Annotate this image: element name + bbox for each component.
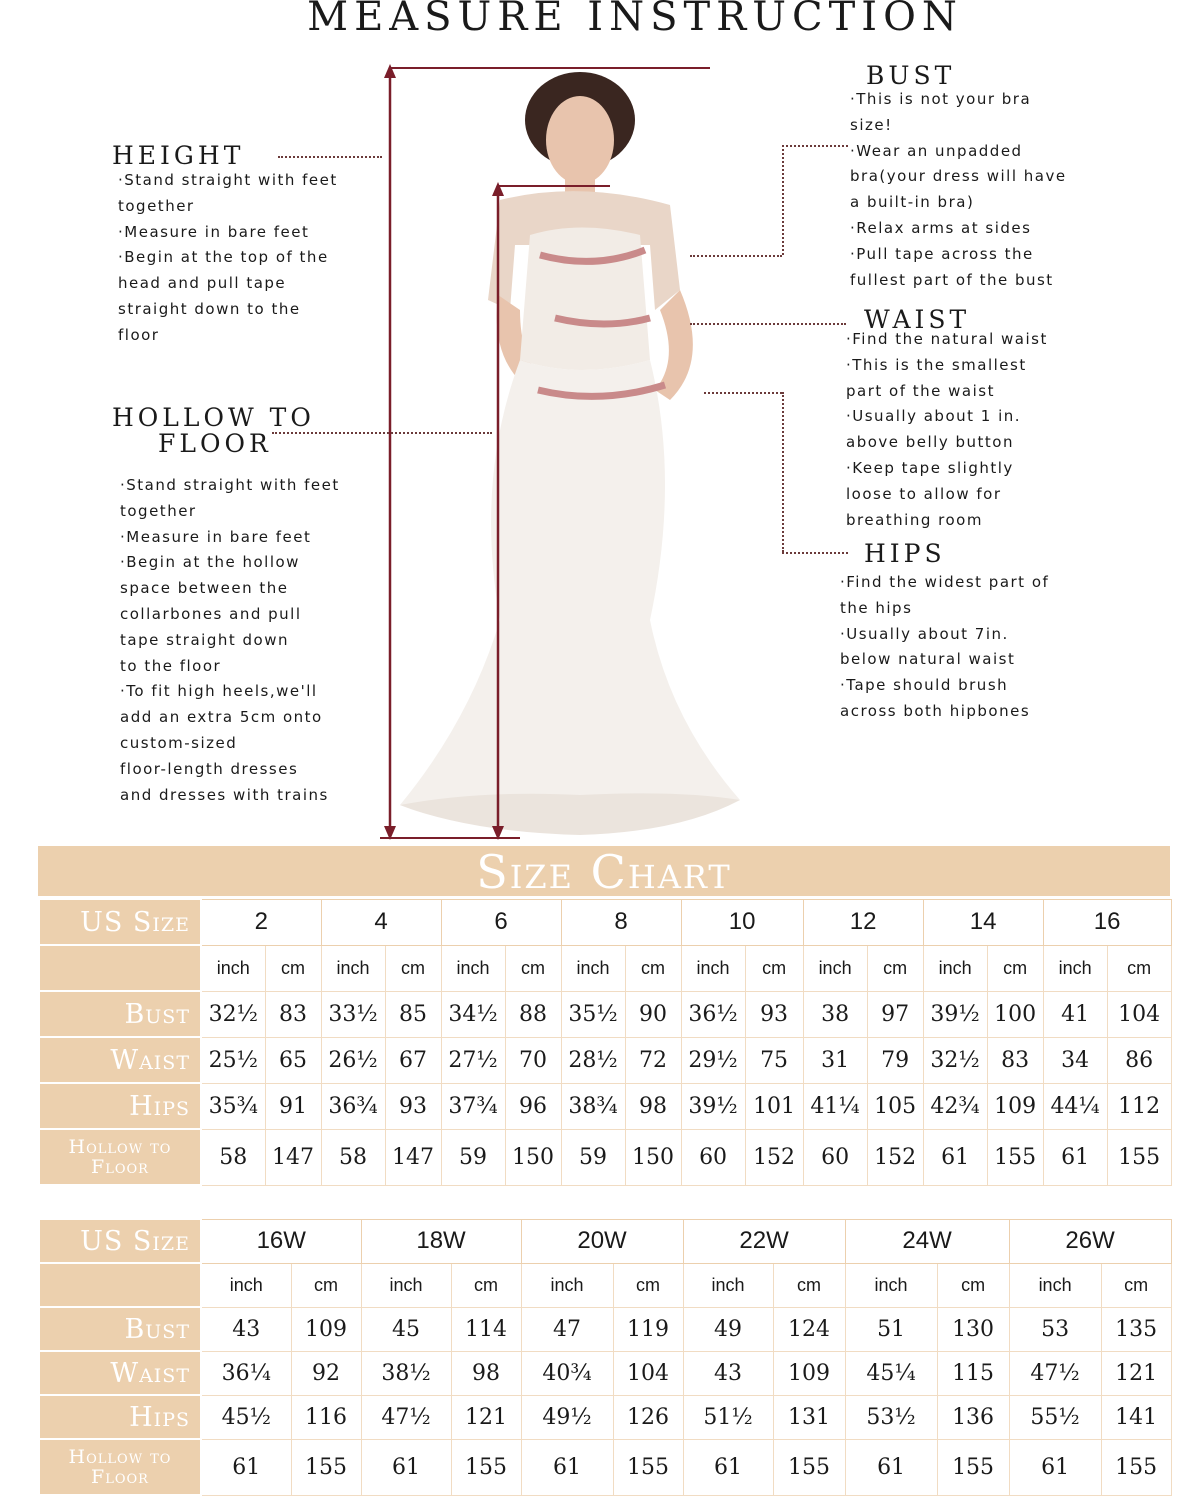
bust-line: fullest part of the bust xyxy=(850,270,1054,289)
value-cell: 26½ xyxy=(321,1037,385,1083)
value-cell: 83 xyxy=(265,991,321,1037)
value-cell: 155 xyxy=(773,1439,845,1495)
page-title: MEASURE INSTRUCTION xyxy=(307,0,963,40)
value-cell: 49 xyxy=(683,1307,773,1351)
height-line: together xyxy=(118,196,195,215)
hips-line: across both hipbones xyxy=(840,701,1031,720)
unit-inch: inch xyxy=(923,945,987,991)
unit-cm: cm xyxy=(625,945,681,991)
value-cell: 131 xyxy=(773,1395,845,1439)
value-cell: 42¾ xyxy=(923,1083,987,1129)
unit-inch: inch xyxy=(1043,945,1107,991)
value-cell: 135 xyxy=(1101,1307,1171,1351)
value-cell: 34 xyxy=(1043,1037,1107,1083)
hollow-line: tape straight down xyxy=(120,630,289,649)
value-cell: 34½ xyxy=(441,991,505,1037)
table-row xyxy=(39,1129,1171,1185)
table-row xyxy=(39,1351,1171,1395)
unit-inch: inch xyxy=(681,945,745,991)
value-cell: 51 xyxy=(845,1307,937,1351)
waist-leader xyxy=(690,323,846,325)
value-cell: 155 xyxy=(987,1129,1043,1185)
size-header: 6 xyxy=(441,899,561,945)
value-cell: 61 xyxy=(845,1439,937,1495)
table-row xyxy=(39,1083,1171,1129)
unit-cm: cm xyxy=(1101,1263,1171,1307)
unit-cm: cm xyxy=(613,1263,683,1307)
size-header: 4 xyxy=(321,899,441,945)
value-cell: 58 xyxy=(321,1129,385,1185)
value-cell: 35½ xyxy=(561,991,625,1037)
value-cell: 61 xyxy=(683,1439,773,1495)
value-cell: 86 xyxy=(1107,1037,1171,1083)
hollow-line: ·To fit high heels,we'll xyxy=(120,682,318,701)
bust-leader-in xyxy=(690,255,782,257)
value-cell: 60 xyxy=(681,1129,745,1185)
hollow-line: custom-sized xyxy=(120,733,238,752)
value-cell: 114 xyxy=(451,1307,521,1351)
value-cell: 121 xyxy=(451,1395,521,1439)
value-cell: 88 xyxy=(505,991,561,1037)
row-label-bust: Bust xyxy=(39,991,201,1037)
value-cell: 155 xyxy=(1101,1439,1171,1495)
height-line: floor xyxy=(118,325,160,344)
hollow-line: and dresses with trains xyxy=(120,785,329,804)
value-cell: 61 xyxy=(361,1439,451,1495)
value-cell: 104 xyxy=(1107,991,1171,1037)
value-cell: 126 xyxy=(613,1395,683,1439)
height-leader xyxy=(278,156,382,158)
table-row xyxy=(39,1307,1171,1351)
value-cell: 37¾ xyxy=(441,1083,505,1129)
unit-cm: cm xyxy=(773,1263,845,1307)
value-cell: 47½ xyxy=(1009,1351,1101,1395)
value-cell: 75 xyxy=(745,1037,803,1083)
hips-leader-in xyxy=(704,392,782,394)
waist-line: ·This is the smallest xyxy=(846,355,1027,374)
value-cell: 53½ xyxy=(845,1395,937,1439)
value-cell: 98 xyxy=(451,1351,521,1395)
size-table-plus xyxy=(38,1218,1172,1496)
value-cell: 45½ xyxy=(201,1395,291,1439)
value-cell: 136 xyxy=(937,1395,1009,1439)
size-header: 16 xyxy=(1043,899,1171,945)
value-cell: 27½ xyxy=(441,1037,505,1083)
size-header: 22W xyxy=(683,1219,845,1263)
value-cell: 104 xyxy=(613,1351,683,1395)
value-cell: 91 xyxy=(265,1083,321,1129)
unit-cm: cm xyxy=(937,1263,1009,1307)
model-figure xyxy=(380,60,740,850)
hips-line: below natural waist xyxy=(840,650,1016,669)
unit-cm: cm xyxy=(1107,945,1171,991)
hollow-line: ·Stand straight with feet xyxy=(120,476,340,494)
value-cell: 93 xyxy=(745,991,803,1037)
hollow-line: floor-length dresses xyxy=(120,759,299,778)
model-face xyxy=(546,96,614,184)
value-cell: 121 xyxy=(1101,1351,1171,1395)
value-cell: 38½ xyxy=(361,1351,451,1395)
value-cell: 43 xyxy=(201,1307,291,1351)
value-cell: 59 xyxy=(441,1129,505,1185)
row-label-bust: Bust xyxy=(39,1307,201,1351)
unit-inch: inch xyxy=(683,1263,773,1307)
waist-line: loose to allow for xyxy=(846,484,1002,503)
hollow-leader xyxy=(272,432,492,434)
value-cell: 59 xyxy=(561,1129,625,1185)
value-cell: 45 xyxy=(361,1307,451,1351)
row-label-hollow-1: Hollow to xyxy=(68,1136,172,1158)
value-cell: 29½ xyxy=(681,1037,745,1083)
value-cell: 109 xyxy=(987,1083,1043,1129)
unit-row-label xyxy=(39,945,201,991)
value-cell: 41 xyxy=(1043,991,1107,1037)
bust-leader-h xyxy=(782,145,848,147)
value-cell: 92 xyxy=(291,1351,361,1395)
hips-leader-h xyxy=(782,552,848,554)
height-text xyxy=(118,168,338,349)
value-cell: 53 xyxy=(1009,1307,1101,1351)
unit-inch: inch xyxy=(441,945,505,991)
hips-heading: HIPS xyxy=(864,539,946,568)
hollow-line: ·Measure in bare feet xyxy=(120,527,312,546)
unit-inch: inch xyxy=(321,945,385,991)
unit-inch: inch xyxy=(521,1263,613,1307)
value-cell: 155 xyxy=(937,1439,1009,1495)
bust-line: ·Wear an unpadded xyxy=(850,141,1023,160)
table-row xyxy=(39,1395,1171,1439)
value-cell: 124 xyxy=(773,1307,845,1351)
value-cell: 51½ xyxy=(683,1395,773,1439)
waist-line: ·Keep tape slightly xyxy=(846,458,1014,477)
value-cell: 31 xyxy=(803,1037,867,1083)
height-line: straight down to the xyxy=(118,299,301,318)
height-line: ·Stand straight with feet xyxy=(118,171,338,189)
unit-cm: cm xyxy=(451,1263,521,1307)
value-cell: 150 xyxy=(505,1129,561,1185)
value-cell: 43 xyxy=(683,1351,773,1395)
waist-line: ·Find the natural waist xyxy=(846,330,1048,348)
value-cell: 98 xyxy=(625,1083,681,1129)
size-chart-title: Size Chart xyxy=(38,846,1170,896)
value-cell: 45¼ xyxy=(845,1351,937,1395)
unit-inch: inch xyxy=(845,1263,937,1307)
hips-line: ·Tape should brush xyxy=(840,676,1009,695)
value-cell: 61 xyxy=(201,1439,291,1495)
value-cell: 39½ xyxy=(923,991,987,1037)
value-cell: 83 xyxy=(987,1037,1043,1083)
value-cell: 150 xyxy=(625,1129,681,1185)
row-label-hollow-2: Floor xyxy=(91,1156,149,1178)
value-cell: 105 xyxy=(867,1083,923,1129)
value-cell: 93 xyxy=(385,1083,441,1129)
bust-line: size! xyxy=(850,115,893,134)
value-cell: 116 xyxy=(291,1395,361,1439)
value-cell: 38¾ xyxy=(561,1083,625,1129)
value-cell: 60 xyxy=(803,1129,867,1185)
bust-line: ·This is not your bra xyxy=(850,90,1032,108)
height-line: ·Measure in bare feet xyxy=(118,222,310,241)
unit-row-label xyxy=(39,1263,201,1307)
hips-leader-v xyxy=(782,392,784,552)
hollow-text xyxy=(120,473,340,808)
value-cell: 65 xyxy=(265,1037,321,1083)
value-cell: 61 xyxy=(521,1439,613,1495)
value-cell: 32½ xyxy=(201,991,265,1037)
unit-cm: cm xyxy=(987,945,1043,991)
hollow-line: collarbones and pull xyxy=(120,604,302,623)
value-cell: 61 xyxy=(1009,1439,1101,1495)
bust-text xyxy=(850,87,1067,293)
bust-line: ·Relax arms at sides xyxy=(850,218,1032,237)
value-cell: 61 xyxy=(923,1129,987,1185)
unit-inch: inch xyxy=(201,1263,291,1307)
unit-cm: cm xyxy=(505,945,561,991)
row-label-hollow-1: Hollow to xyxy=(68,1446,172,1468)
value-cell: 44¼ xyxy=(1043,1083,1107,1129)
size-header: 26W xyxy=(1009,1219,1171,1263)
value-cell: 61 xyxy=(1043,1129,1107,1185)
bust-line: a built-in bra) xyxy=(850,193,975,212)
waist-line: part of the waist xyxy=(846,381,995,400)
table-row xyxy=(39,991,1171,1037)
value-cell: 28½ xyxy=(561,1037,625,1083)
hips-line: ·Usually about 7in. xyxy=(840,624,1009,643)
value-cell: 35¾ xyxy=(201,1083,265,1129)
row-label-hollow xyxy=(39,1129,201,1185)
value-cell: 36½ xyxy=(681,991,745,1037)
value-cell: 47½ xyxy=(361,1395,451,1439)
value-cell: 97 xyxy=(867,991,923,1037)
unit-inch: inch xyxy=(361,1263,451,1307)
value-cell: 115 xyxy=(937,1351,1009,1395)
value-cell: 101 xyxy=(745,1083,803,1129)
size-header: 20W xyxy=(521,1219,683,1263)
size-header: 10 xyxy=(681,899,803,945)
row-label-hips: Hips xyxy=(39,1395,201,1439)
value-cell: 119 xyxy=(613,1307,683,1351)
height-line: head and pull tape xyxy=(118,274,287,293)
value-cell: 109 xyxy=(773,1351,845,1395)
value-cell: 49½ xyxy=(521,1395,613,1439)
unit-cm: cm xyxy=(385,945,441,991)
bust-line: bra(your dress will have xyxy=(850,167,1067,186)
value-cell: 109 xyxy=(291,1307,361,1351)
size-header: 18W xyxy=(361,1219,521,1263)
hollow-line: space between the xyxy=(120,579,289,598)
value-cell: 90 xyxy=(625,991,681,1037)
size-header: 2 xyxy=(201,899,321,945)
waist-line: breathing room xyxy=(846,510,983,529)
value-cell: 85 xyxy=(385,991,441,1037)
size-header: 12 xyxy=(803,899,923,945)
value-cell: 96 xyxy=(505,1083,561,1129)
value-cell: 39½ xyxy=(681,1083,745,1129)
unit-inch: inch xyxy=(201,945,265,991)
row-label-hollow xyxy=(39,1439,201,1495)
hips-line: ·Find the widest part of xyxy=(840,573,1050,591)
hips-line: the hips xyxy=(840,598,913,617)
unit-cm: cm xyxy=(867,945,923,991)
waist-heading: WAIST xyxy=(864,305,971,334)
value-cell: 155 xyxy=(291,1439,361,1495)
unit-inch: inch xyxy=(1009,1263,1101,1307)
value-cell: 79 xyxy=(867,1037,923,1083)
size-header: 24W xyxy=(845,1219,1009,1263)
us-size-label: US Size xyxy=(39,1219,201,1263)
value-cell: 155 xyxy=(451,1439,521,1495)
value-cell: 38 xyxy=(803,991,867,1037)
height-heading: HEIGHT xyxy=(112,141,245,170)
value-cell: 47 xyxy=(521,1307,613,1351)
size-table-standard xyxy=(38,898,1172,1186)
value-cell: 25½ xyxy=(201,1037,265,1083)
hollow-line: add an extra 5cm onto xyxy=(120,708,323,727)
value-cell: 33½ xyxy=(321,991,385,1037)
bust-heading: BUST xyxy=(866,61,956,90)
value-cell: 55½ xyxy=(1009,1395,1101,1439)
value-cell: 112 xyxy=(1107,1083,1171,1129)
row-label-hollow-2: Floor xyxy=(91,1466,149,1488)
value-cell: 147 xyxy=(265,1129,321,1185)
value-cell: 155 xyxy=(1107,1129,1171,1185)
unit-inch: inch xyxy=(561,945,625,991)
value-cell: 155 xyxy=(613,1439,683,1495)
bust-line: ·Pull tape across the xyxy=(850,244,1034,263)
waist-text xyxy=(846,327,1048,533)
unit-inch: inch xyxy=(803,945,867,991)
hollow-line: to the floor xyxy=(120,656,222,675)
size-header: 16W xyxy=(201,1219,361,1263)
value-cell: 70 xyxy=(505,1037,561,1083)
value-cell: 41¼ xyxy=(803,1083,867,1129)
us-size-label: US Size xyxy=(39,899,201,945)
value-cell: 36¾ xyxy=(321,1083,385,1129)
size-header: 14 xyxy=(923,899,1043,945)
value-cell: 72 xyxy=(625,1037,681,1083)
hollow-line: together xyxy=(120,501,197,520)
size-header: 8 xyxy=(561,899,681,945)
height-line: ·Begin at the top of the xyxy=(118,248,329,267)
hips-text xyxy=(840,570,1049,725)
value-cell: 67 xyxy=(385,1037,441,1083)
waist-line: above belly button xyxy=(846,433,1014,452)
hollow-heading-2: FLOOR xyxy=(158,429,272,458)
row-label-waist: Waist xyxy=(39,1351,201,1395)
unit-cm: cm xyxy=(265,945,321,991)
waist-line: ·Usually about 1 in. xyxy=(846,407,1022,426)
hollow-heading-1: HOLLOW TO xyxy=(112,403,315,432)
unit-cm: cm xyxy=(291,1263,361,1307)
value-cell: 58 xyxy=(201,1129,265,1185)
value-cell: 141 xyxy=(1101,1395,1171,1439)
value-cell: 100 xyxy=(987,991,1043,1037)
table-row xyxy=(39,1439,1171,1495)
table-row xyxy=(39,1037,1171,1083)
value-cell: 147 xyxy=(385,1129,441,1185)
row-label-waist: Waist xyxy=(39,1037,201,1083)
value-cell: 40¾ xyxy=(521,1351,613,1395)
hollow-line: ·Begin at the hollow xyxy=(120,553,300,572)
row-label-hips: Hips xyxy=(39,1083,201,1129)
value-cell: 152 xyxy=(745,1129,803,1185)
value-cell: 36¼ xyxy=(201,1351,291,1395)
value-cell: 152 xyxy=(867,1129,923,1185)
bust-leader-v xyxy=(782,145,784,255)
unit-cm: cm xyxy=(745,945,803,991)
value-cell: 32½ xyxy=(923,1037,987,1083)
value-cell: 130 xyxy=(937,1307,1009,1351)
